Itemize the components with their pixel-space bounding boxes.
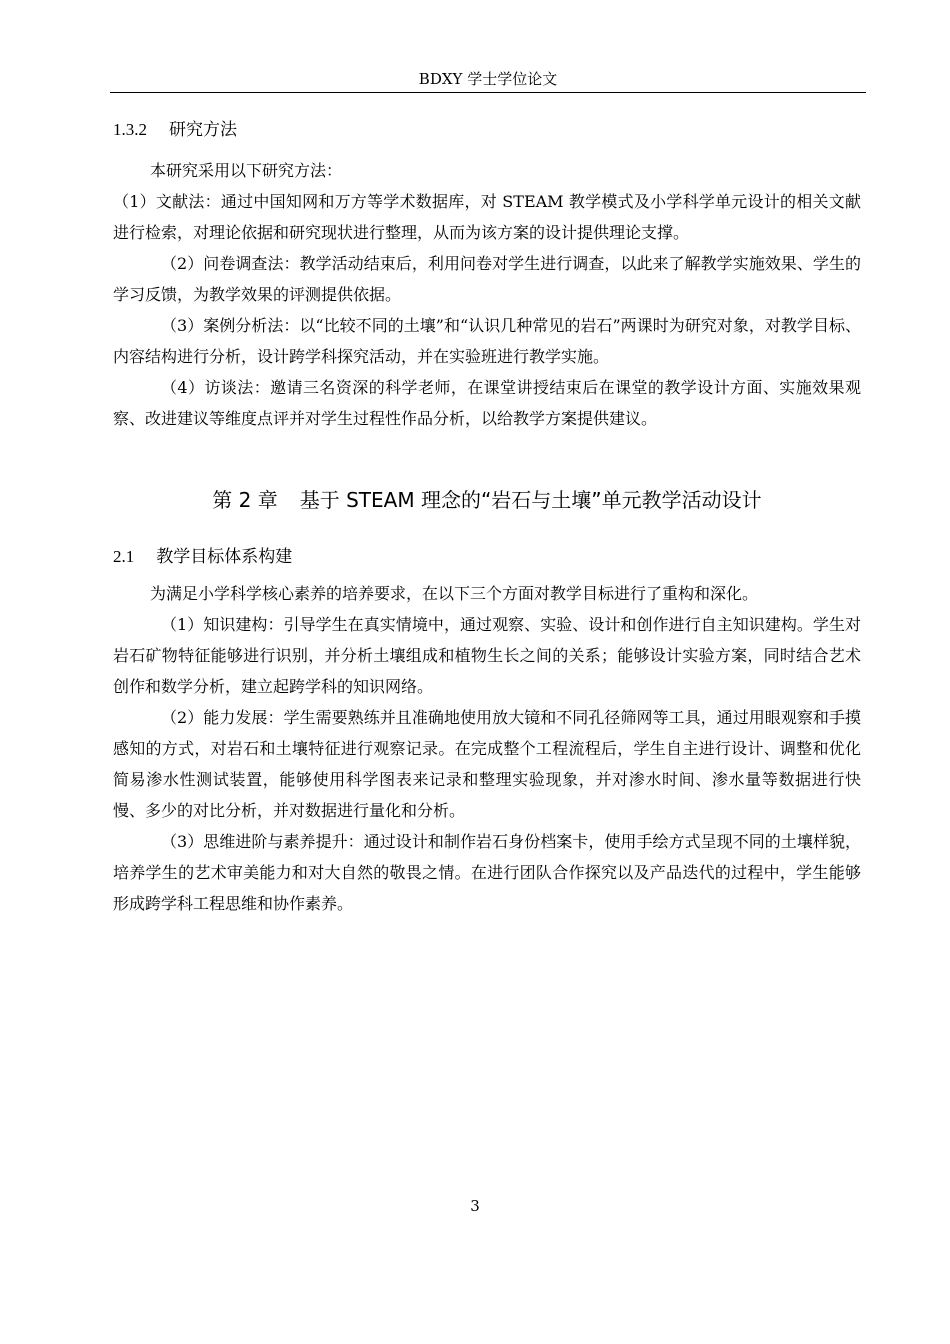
paragraph-intro-goals: 为满足小学科学核心素养的培养要求，在以下三个方面对教学目标进行了重构和深化。 (150, 584, 759, 603)
paragraph-goal-1: （1）知识建构：引导学生在真实情境中，通过观察、实验、设计和创作进行自主知识建构。学生对岩石矿物特征能够进行识别，并分析土壤组成和植物生长之间的关系；能够设计实验方案，同时结合艺术创作和数学分析，建立起跨学科的知识网络。 (113, 615, 861, 696)
paragraph-goal-3: （3）思维进阶与素养提升：通过设计和制作岩石身份档案卡，使用手绘方式呈现不同的土壤样貌，培养学生的艺术审美能力和对大自然的敬畏之情。在进行团队合作探究以及产品迭代的过程中，学生能够形成跨学科工程思维和协作素养。 (113, 832, 861, 913)
section-number: 1.3.2 (113, 120, 147, 139)
paragraph-method-2: （2）问卷调查法：教学活动结束后，利用问卷对学生进行调查，以此来了解教学实施效果、学生的学习反馈，为教学效果的评测提供依据。 (113, 254, 861, 304)
paragraph-intro-methods: 本研究采用以下研究方法： (150, 161, 343, 180)
section-heading-1-3-2 (113, 116, 861, 144)
page-number: 3 (470, 1197, 480, 1215)
section-title: 研究方法 (169, 120, 237, 140)
section-title: 教学目标体系构建 (156, 547, 293, 567)
section-heading-2-1 (113, 543, 861, 571)
page-content (113, 116, 861, 919)
page-header: BDXY 学士学位论文 (110, 66, 866, 93)
paragraph-method-3: （3）案例分析法：以“比较不同的土壤”和“认识几种常见的岩石”两课时为研究对象，对教学目标、内容结构进行分析，设计跨学科探究活动，并在实验班进行教学实施。 (113, 316, 861, 366)
chapter-title: 基于 STEAM 理念的“岩石与土壤”单元教学活动设计 (299, 488, 762, 512)
paragraph-method-1: （1）文献法：通过中国知网和万方等学术数据库，对 STEAM 教学模式及小学科学单元设计的相关文献进行检索，对理论依据和研究现状进行整理，从而为该方案的设计提供理论支撑。 (113, 192, 861, 242)
chapter-heading (113, 485, 861, 515)
paragraph-goal-2: （2）能力发展：学生需要熟练并且准确地使用放大镜和不同孔径筛网等工具，通过用眼观察和手摸感知的方式，对岩石和土壤特征进行观察记录。在完成整个工程流程后，学生自主进行设计、调整和优化简易渗水性测试装置，能够使用科学图表来记录和整理实验现象，并对渗水时间、渗水量等数据进行快慢、多少的对比分析，并对数据进行量化和分析。 (113, 708, 861, 820)
section-number: 2.1 (113, 547, 135, 566)
chapter-number: 第 2 章 (212, 488, 278, 512)
paragraph-method-4: （4）访谈法：邀请三名资深的科学老师，在课堂讲授结束后在课堂的教学设计方面、实施效果观察、改进建议等维度点评并对学生过程性作品分析，以给教学方案提供建议。 (113, 378, 861, 428)
